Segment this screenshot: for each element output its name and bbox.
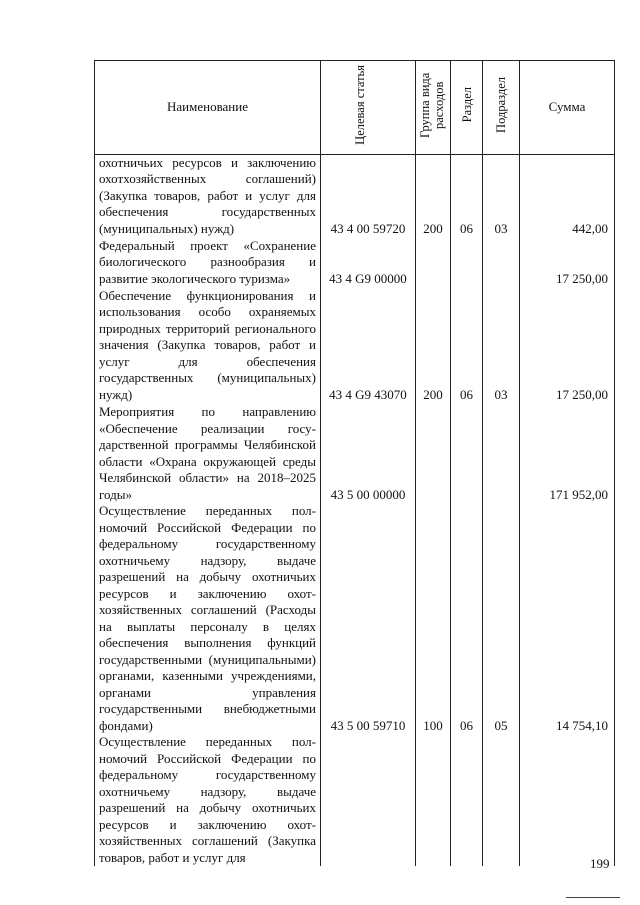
table-row: [95, 503, 615, 734]
row-code: 43 4 00 59720: [321, 154, 416, 237]
page-number: 199: [590, 856, 610, 871]
header-target-cell: [321, 61, 416, 155]
row-subsection: [483, 734, 520, 866]
row-sum: [520, 734, 615, 866]
row-name: Мероприятия по направлению «Обеспечение реализации государственной программы Челябинской области «Охрана окружающей среды Челябинской области» на 2018–2025 годы»: [95, 403, 321, 503]
table-row: [95, 154, 615, 237]
header-subsection-cell: [483, 61, 520, 155]
row-sum: 14 754,10: [520, 503, 615, 734]
row-code: 43 4 G9 43070: [321, 287, 416, 403]
row-subsection: [483, 403, 520, 503]
row-name: Обеспечение функционирования и использования особо охраняемых природных территорий регионального значения (Закупка товаров, работ и услуг для обеспечения государственных (муниципальных) нужд): [95, 287, 321, 403]
row-group: [416, 237, 451, 287]
row-sum: 17 250,00: [520, 237, 615, 287]
row-sum: 442,00: [520, 154, 615, 237]
header-section-cell: [451, 61, 483, 155]
table-row: [95, 403, 615, 503]
table-row: [95, 287, 615, 403]
row-sum: 17 250,00: [520, 287, 615, 403]
row-section: [451, 403, 483, 503]
footer-divider: [566, 897, 620, 898]
row-name: охотничьих ресурсов и заключению охотхозяйственных соглашений) (Закупка товаров, работ и услуг для обеспечения государственных (муниципальных) нужд): [95, 154, 321, 237]
row-name: Осуществление переданных полномочий Российской Федерации по федеральному государственному охотничьему надзору, выдаче разрешений на добычу охотничьих ресурсов и заключению охотхозяйственных соглашений (Расходы на выплаты персоналу в целях обеспечения выполнения функций государственными (муниципальными) органами, казенными учреждениями, органами управления государственными внебюджетными фондами): [95, 503, 321, 734]
row-section: 06: [451, 154, 483, 237]
table-row: [95, 237, 615, 287]
row-code: 43 5 00 00000: [321, 403, 416, 503]
row-code: [321, 734, 416, 866]
row-group: 200: [416, 154, 451, 237]
header-group-cell: [416, 61, 451, 155]
row-section: 06: [451, 287, 483, 403]
header-name: Наименование: [95, 61, 321, 155]
header-sum: Сумма: [520, 61, 615, 155]
table-header-row: [95, 61, 615, 155]
row-name: Федеральный проект «Сохранение биологического разнообразия и развитие экологического туризма»: [95, 237, 321, 287]
row-subsection: [483, 237, 520, 287]
row-group: 100: [416, 503, 451, 734]
row-section: [451, 237, 483, 287]
row-section: [451, 734, 483, 866]
header-target: Целевая статья: [353, 65, 367, 145]
row-subsection: 03: [483, 154, 520, 237]
header-subsection: Подраздел: [494, 77, 508, 133]
row-sum: 171 952,00: [520, 403, 615, 503]
row-section: 06: [451, 503, 483, 734]
row-code: 43 5 00 59710: [321, 503, 416, 734]
header-group: Группа вида расходов: [418, 72, 446, 138]
table-row: [95, 734, 615, 866]
row-group: [416, 734, 451, 866]
row-code: 43 4 G9 00000: [321, 237, 416, 287]
row-group: 200: [416, 287, 451, 403]
budget-table: [94, 60, 615, 866]
row-group: [416, 403, 451, 503]
row-subsection: 03: [483, 287, 520, 403]
header-section: Раздел: [459, 87, 474, 123]
row-name: Осуществление переданных полномочий Российской Федерации по федеральному государственному охотничьему надзору, выдаче разрешений на добычу охотничьих ресурсов и заключению охотхозяйственных соглашений (Закупка товаров, работ и услуг для: [95, 734, 321, 866]
row-subsection: 05: [483, 503, 520, 734]
